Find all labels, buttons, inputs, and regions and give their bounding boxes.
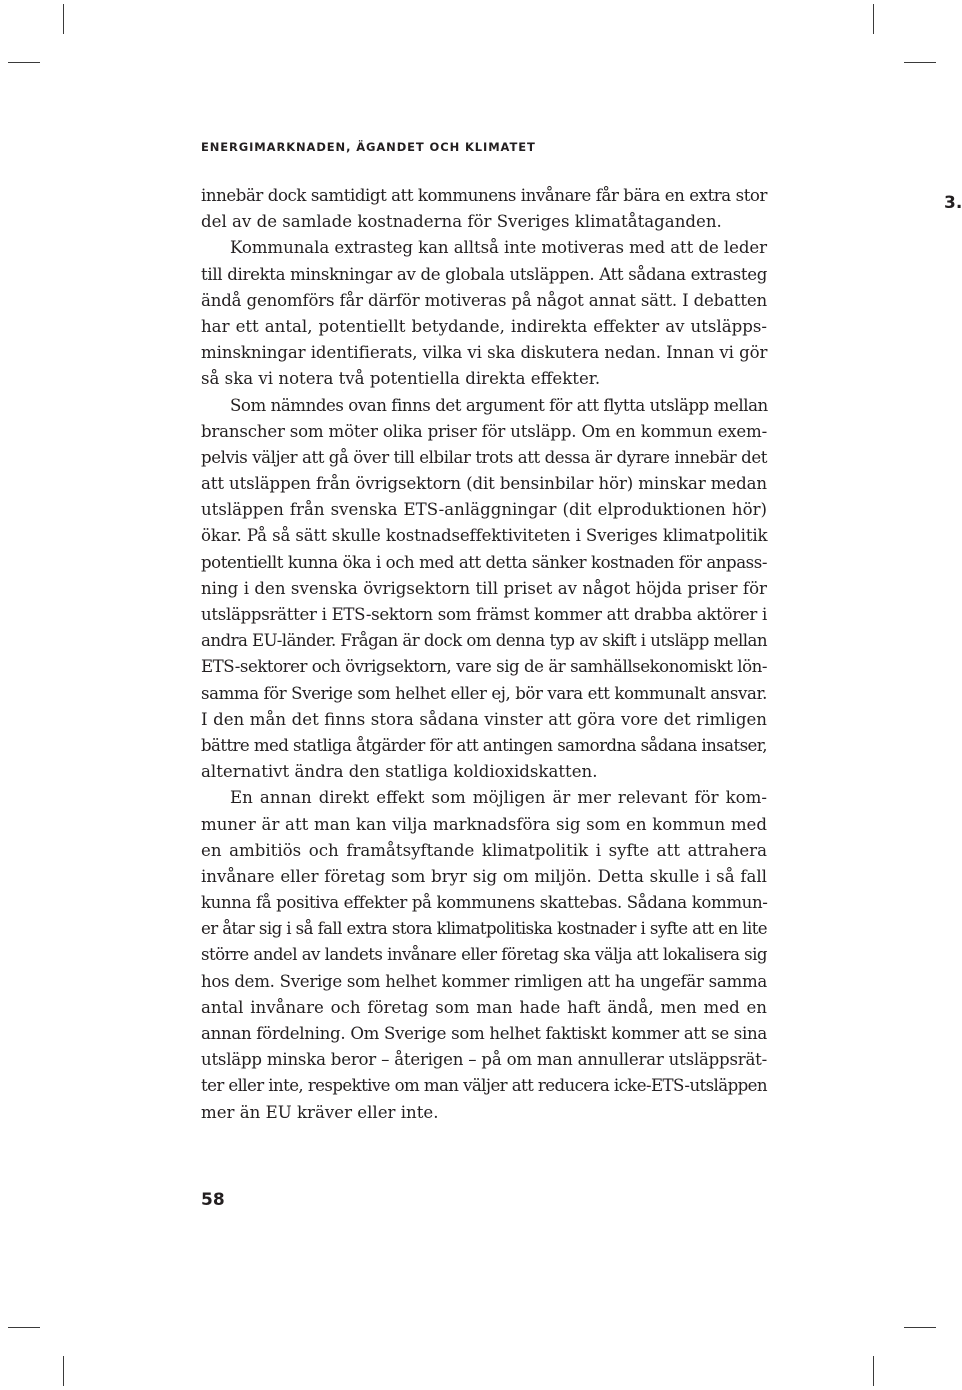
crop-mark <box>904 62 936 63</box>
text-line: andra EU-länder. Frågan är dock om denna typ av skift i utsläpp mellan <box>201 631 767 651</box>
text-line: Kommunala extrasteg kan alltså inte motiveras med att de leder <box>230 238 767 258</box>
text-line: minskningar identifierats, vilka vi ska diskutera nedan. Innan vi gör <box>201 343 768 363</box>
text-line: Som nämndes ovan finns det argument för att flytta utsläpp mellan <box>230 395 768 415</box>
text-line: er åtar sig i så fall extra stora klimatpolitiska kostnader i syfte att en lite <box>201 919 767 939</box>
text-line: så ska vi notera två potentiella direkta effekter. <box>201 369 601 389</box>
text-line: ning i den svenska övrigsektorn till priset av något höjda priser för <box>201 578 767 598</box>
text-line: att utsläppen från övrigsektorn (dit bensinbilar hör) minskar medan <box>201 474 767 494</box>
text-line: ökar. På så sätt skulle kostnadseffektiviteten i Sveriges klimatpolitik <box>201 526 768 546</box>
crop-mark <box>873 4 874 34</box>
text-line: kunna få positiva effekter på kommunens skattebas. Sådana kommun- <box>201 893 768 913</box>
text-line: utsläppsrätter i ETS-sektorn som främst kommer att drabba aktörer i <box>201 605 767 624</box>
crop-mark <box>873 1356 874 1386</box>
text-line: utsläppen från svenska ETS-anläggningar (dit elproduktionen hör) <box>201 500 767 520</box>
text-line: utsläpp minska beror – återigen – på om man annullerar utsläppsrät- <box>201 1050 767 1070</box>
text-line: ter eller inte, respektive om man väljer att reducera icke-ETS-utsläppen <box>201 1076 767 1096</box>
text-line: branscher som möter olika priser för utsläpp. Om en kommun exem- <box>201 421 767 441</box>
text-line: har ett antal, potentiellt betydande, indirekta effekter av utsläpps- <box>201 316 767 336</box>
text-line: del av de samlade kostnaderna för Sveriges klimatåtaganden. <box>201 212 722 232</box>
body-text <box>201 183 767 1126</box>
text-line: potentiellt kunna öka i och med att detta sänker kostnaden för anpass- <box>201 552 767 572</box>
text-line: en ambitiös och framåtsyftande klimatpolitik i syfte att attrahera <box>201 840 767 860</box>
running-head: ENERGIMARKNADEN, ÄGANDET OCH KLIMATET <box>201 140 536 154</box>
text-line: alternativt ändra den statliga koldioxidskatten. <box>201 762 598 782</box>
text-line: invånare eller företag som bryr sig om miljön. Detta skulle i så fall <box>201 866 767 886</box>
crop-mark <box>904 1327 936 1328</box>
text-line: annan fördelning. Om Sverige som helhet faktiskt kommer att se sina <box>201 1024 767 1043</box>
text-line: pelvis väljer att gå över till elbilar trots att dessa är dyrare innebär det <box>201 447 767 467</box>
text-line: I den mån det finns stora sådana vinster att göra vore det rimligen <box>201 709 767 729</box>
text-line: ändå genomförs får därför motiveras på något annat sätt. I debatten <box>201 290 767 310</box>
text-line: till direkta minskningar av de globala utsläppen. Att sådana extrasteg <box>201 264 768 284</box>
text-line: En annan direkt effekt som möjligen är mer relevant för kom- <box>230 788 767 808</box>
crop-mark <box>63 1356 64 1386</box>
crop-mark <box>8 62 40 63</box>
text-line: innebär dock samtidigt att kommunens invånare får bära en extra stor <box>201 186 767 205</box>
text-line: antal invånare och företag som man hade haft ändå, men med en <box>201 997 767 1017</box>
text-line: hos dem. Sverige som helhet kommer rimligen att ha ungefär samma <box>201 971 767 991</box>
text-line: samma för Sverige som helhet eller ej, bör vara ett kommunalt ansvar. <box>201 683 767 703</box>
crop-mark <box>8 1327 40 1328</box>
text-line: bättre med statliga åtgärder för att antingen samordna sådana insatser, <box>201 735 767 755</box>
text-line: ETS-sektorer och övrigsektorn, vare sig de är samhällsekonomiskt lön- <box>201 657 767 677</box>
text-line: muner är att man kan vilja marknadsföra sig som en kommun med <box>201 814 767 834</box>
text-line: mer än EU kräver eller inte. <box>201 1102 439 1122</box>
crop-mark <box>63 4 64 34</box>
text-line: större andel av landets invånare eller företag ska välja att lokalisera sig <box>201 945 767 965</box>
chapter-tab: 3. <box>944 193 962 213</box>
page-number: 58 <box>201 1190 225 1210</box>
